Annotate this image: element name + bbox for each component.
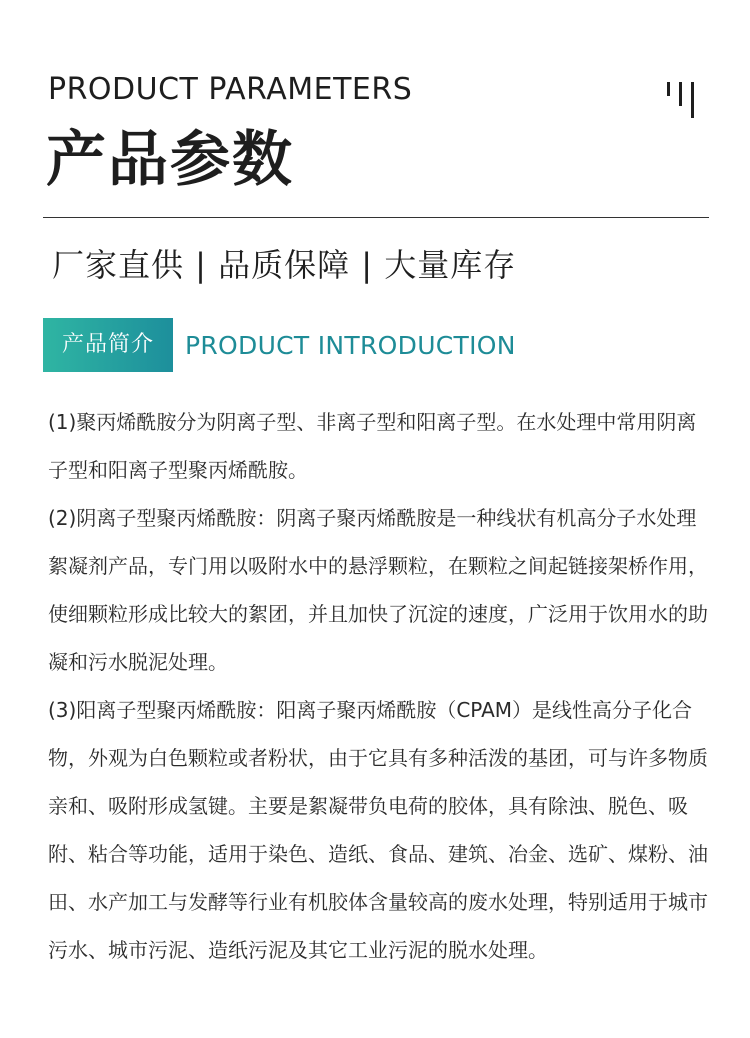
header-title-en: PRODUCT PARAMETERS <box>48 72 413 107</box>
header-title-zh: 产品参数 <box>46 125 294 195</box>
intro-paragraph-2: (2)阴离子型聚丙烯酰胺：阴离子聚丙烯酰胺是一种线状有机高分子水处理絮凝剂产品，专门用以吸附水中的悬浮颗粒，在颗粒之间起链接架桥作用，使细颗粒形成比较大的絮团，并且加快了沉淀的速度，广泛用于饮用水的助凝和污水脱泥处理。 <box>48 506 708 674</box>
divider-line <box>43 217 709 218</box>
intro-paragraph-1: (1)聚丙烯酰胺分为阴离子型、非离子型和阳离子型。在水处理中常用阴离子型和阳离子型聚丙烯酰胺。 <box>48 410 697 482</box>
tagline: 厂家直供 | 品质保障 | 大量库存 <box>52 246 517 284</box>
section-header <box>43 318 516 372</box>
section-title-en: PRODUCT INTRODUCTION <box>185 330 516 360</box>
intro-content <box>48 398 712 974</box>
section-badge: 产品简介 <box>43 318 173 372</box>
intro-paragraph-3: (3)阳离子型聚丙烯酰胺：阳离子聚丙烯酰胺（CPAM）是线性高分子化合物，外观为白色颗粒或者粉状，由于它具有多种活泼的基团，可与许多物质亲和、吸附形成氢键。主要是絮凝带负电荷的胶体，具有除浊、脱色、吸附、粘合等功能，适用于染色、造纸、食品、建筑、冶金、选矿、煤粉、油田、水产加工与发酵等行业有机胶体含量较高的废水处理，特别适用于城市污水、城市污泥、造纸污泥及其它工业污泥的脱水处理。 <box>48 698 708 962</box>
decorative-bars-icon <box>665 78 705 118</box>
